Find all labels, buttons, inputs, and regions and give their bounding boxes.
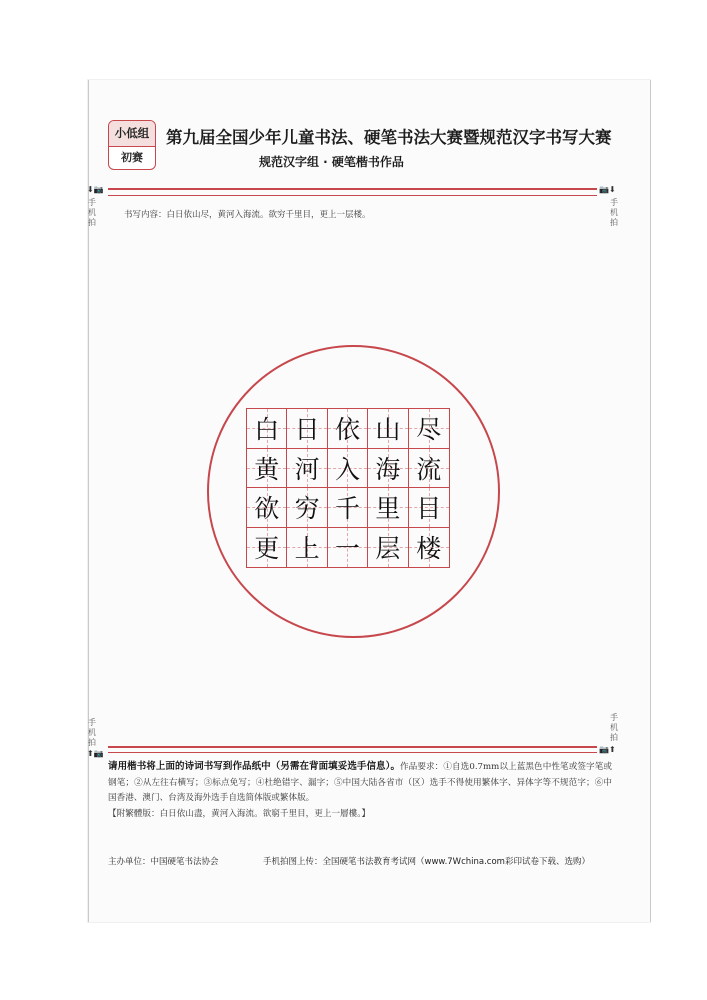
- grid-cell: [287, 409, 327, 449]
- grid-character: 依: [334, 415, 360, 445]
- grid-character: 河: [294, 454, 320, 484]
- grid-cell: [368, 409, 408, 449]
- traditional-version: 【附繁體版：白日依山盡，黄河入海流。欲窮千里目，更上一層樓。】: [108, 808, 371, 819]
- grid-character: 白: [254, 415, 280, 445]
- grid-character: 千: [334, 494, 360, 524]
- grid-character: 一: [334, 534, 360, 564]
- grid-character: 欲: [254, 494, 280, 524]
- camera-icon: 📷⬇: [599, 185, 616, 194]
- grid-cell: [409, 409, 449, 449]
- footer-rule: [108, 746, 597, 748]
- grid-character: 入: [334, 454, 360, 484]
- group-label: 小低组: [109, 121, 155, 147]
- grid-cell: [247, 409, 287, 449]
- grid-character: 里: [375, 494, 401, 524]
- grid-cell: [368, 488, 408, 528]
- phone-shot-label: 手机拍: [88, 718, 96, 747]
- grid-cell: [409, 528, 449, 568]
- requirements-text: 作品要求：①自选0.7mm以上蓝黑色中性笔或签字笔或钢笔；②从左往右横写；③标点免写；④杜绝错字、漏字；⑤中国大陆各省市（区）选手不得使用繁体字、异体字等不规范字；⑥中国香港、澳门、台湾及海外选手自选简体版或繁体版。: [108, 762, 612, 803]
- header-rule-thin: [108, 195, 597, 196]
- grid-cell: [328, 488, 368, 528]
- phone-shot-label: 手机拍: [610, 713, 618, 742]
- grid-character: 黄: [254, 454, 280, 484]
- grid-cell: [287, 449, 327, 489]
- sheet-right-edge: [650, 80, 651, 922]
- grid-cell: [247, 488, 287, 528]
- phone-shot-label: 手机拍: [610, 198, 618, 227]
- grid-character: 更: [254, 534, 280, 564]
- grid-cell: [247, 449, 287, 489]
- writing-content: 书写内容：白日依山尽，黄河入海流。欲穷千里目，更上一层楼。: [124, 210, 371, 220]
- grid-character: 日: [294, 415, 320, 445]
- grid-cell: [368, 449, 408, 489]
- header-rule: [108, 188, 597, 190]
- grid-character: 上: [294, 534, 320, 564]
- grid-cell: [287, 488, 327, 528]
- grid-cell: [247, 528, 287, 568]
- stage-label: 初赛: [121, 151, 143, 164]
- grid-cell: [409, 488, 449, 528]
- organizer: 主办单位：中国硬笔书法协会: [108, 857, 219, 867]
- grid-cell: [368, 528, 408, 568]
- competition-title: 第九届全国少年儿童书法、硬笔书法大赛暨规范汉字书写大赛: [166, 128, 612, 147]
- grid-character: 穷: [294, 494, 320, 524]
- footer-rule-thin: [108, 752, 597, 753]
- grid-cell: [328, 409, 368, 449]
- requirements-lead: 请用楷书将上面的诗词书写到作品纸中（另需在背面填妥选手信息）。: [108, 761, 401, 772]
- grid-character: 流: [416, 454, 442, 484]
- grid-character: 目: [416, 494, 442, 524]
- phone-shot-label: 手机拍: [88, 198, 96, 227]
- grid-cell: [328, 449, 368, 489]
- grid-cell: [287, 528, 327, 568]
- grid-cell: [409, 449, 449, 489]
- grid-character: 楼: [416, 534, 442, 564]
- grid-cell: [328, 528, 368, 568]
- camera-icon: ⬆📷: [87, 749, 104, 758]
- camera-icon: ⬇📷: [87, 185, 104, 194]
- upload-info: 手机拍图上传：全国硬笔书法教育考试网（www.7Wchina.com彩印试卷下载、选购）: [263, 857, 590, 867]
- category-subtitle: 规范汉字组 · 硬笔楷书作品: [259, 155, 404, 169]
- group-badge: [108, 120, 156, 170]
- requirements-block: [108, 759, 612, 822]
- camera-icon: 📷⬆: [599, 745, 616, 754]
- grid-character: 尽: [416, 415, 442, 445]
- grid-character: 海: [375, 454, 401, 484]
- grid-character: 层: [375, 534, 401, 564]
- calligraphy-grid: [246, 408, 450, 568]
- grid-character: 山: [375, 415, 401, 445]
